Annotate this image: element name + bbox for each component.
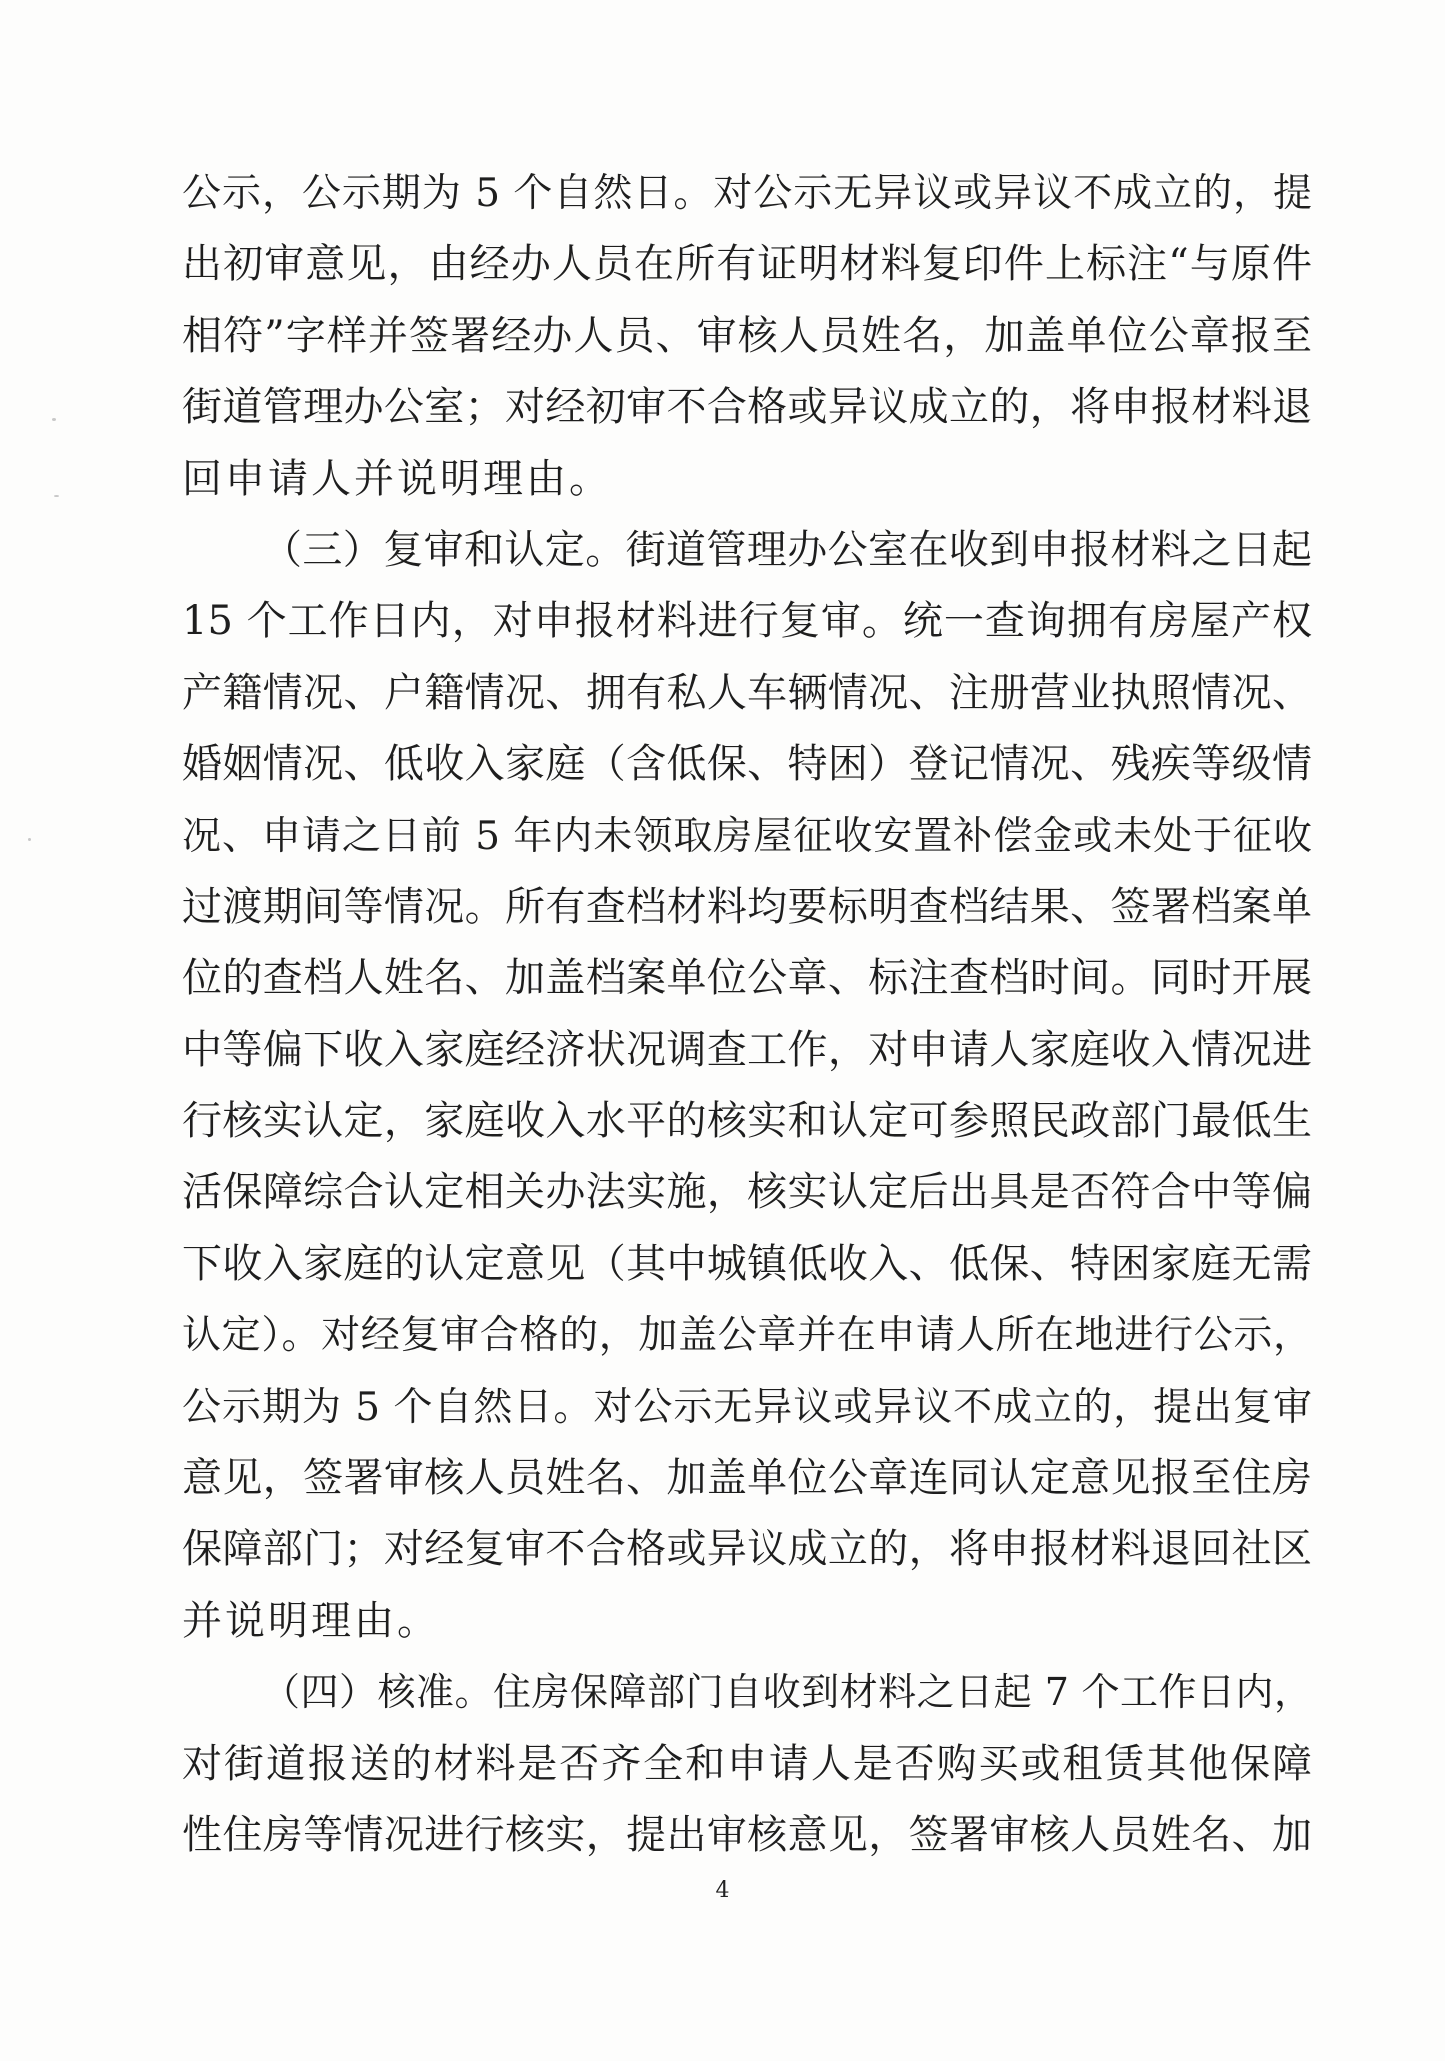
text-line: 并说明理由。 <box>182 1597 440 1644</box>
text-line: 婚姻情况、低收入家庭（含低保、特困）登记情况、残疾等级情 <box>182 741 1312 788</box>
text-line: 公示期为 5 个自然日。对公示无异议或异议不成立的，提出复审 <box>182 1384 1312 1430</box>
page-number: 4 <box>715 1878 730 1903</box>
text-line: 性住房等情况进行核实，提出审核意见，签署审核人员姓名、加 <box>182 1811 1312 1858</box>
text-line: 公示，公示期为 5 个自然日。对公示无异议或异议不成立的，提 <box>182 171 1312 216</box>
text-line: 回申请人并说明理由。 <box>182 455 612 502</box>
text-line: 出初审意见，由经办人员在所有证明材料复印件上标注“与原件 <box>182 241 1312 288</box>
paragraph-heading-line: （四）核准。住房保障部门自收到材料之日起 7 个工作日内， <box>262 1670 1312 1715</box>
text-line: 认定）。对经复审合格的，加盖公章并在申请人所在地进行公示， <box>182 1313 1312 1359</box>
text-line: 相符”字样并签署经办人员、审核人员姓名，加盖单位公章报至 <box>182 312 1312 359</box>
text-line: 对街道报送的材料是否齐全和申请人是否购买或租赁其他保障 <box>182 1740 1312 1787</box>
body-text <box>182 158 1312 1871</box>
text-line: 行核实认定，家庭收入水平的核实和认定可参照民政部门最低生 <box>182 1098 1312 1145</box>
text-line: 意见，签署审核人员姓名、加盖单位公章连同认定意见报至住房 <box>182 1455 1312 1502</box>
text-line: 保障部门；对经复审不合格或异议成立的，将申报材料退回社区 <box>182 1526 1312 1573</box>
text-line: 下收入家庭的认定意见（其中城镇低收入、低保、特困家庭无需 <box>182 1240 1312 1287</box>
text-line: 街道管理办公室；对经初审不合格或异议成立的，将申报材料退 <box>182 384 1312 431</box>
scan-speck <box>52 418 56 421</box>
text-line: 中等偏下收入家庭经济状况调查工作，对申请人家庭收入情况进 <box>182 1026 1312 1073</box>
text-line: 过渡期间等情况。所有查档材料均要标明查档结果、签署档案单 <box>182 883 1312 930</box>
text-line: 15 个工作日内，对申报材料进行复审。统一查询拥有房屋产权 <box>182 598 1312 645</box>
scan-speck <box>54 495 59 497</box>
paragraph-heading-line: （三）复审和认定。街道管理办公室在收到申报材料之日起 <box>262 526 1312 573</box>
text-line: 产籍情况、户籍情况、拥有私人车辆情况、注册营业执照情况、 <box>182 669 1312 716</box>
text-line: 活保障综合认定相关办法实施，核实认定后出具是否符合中等偏 <box>182 1169 1312 1216</box>
scan-speck <box>28 838 31 841</box>
text-line: 况、申请之日前 5 年内未领取房屋征收安置补偿金或未处于征收 <box>182 813 1312 859</box>
text-line: 位的查档人姓名、加盖档案单位公章、标注查档时间。同时开展 <box>182 955 1312 1002</box>
